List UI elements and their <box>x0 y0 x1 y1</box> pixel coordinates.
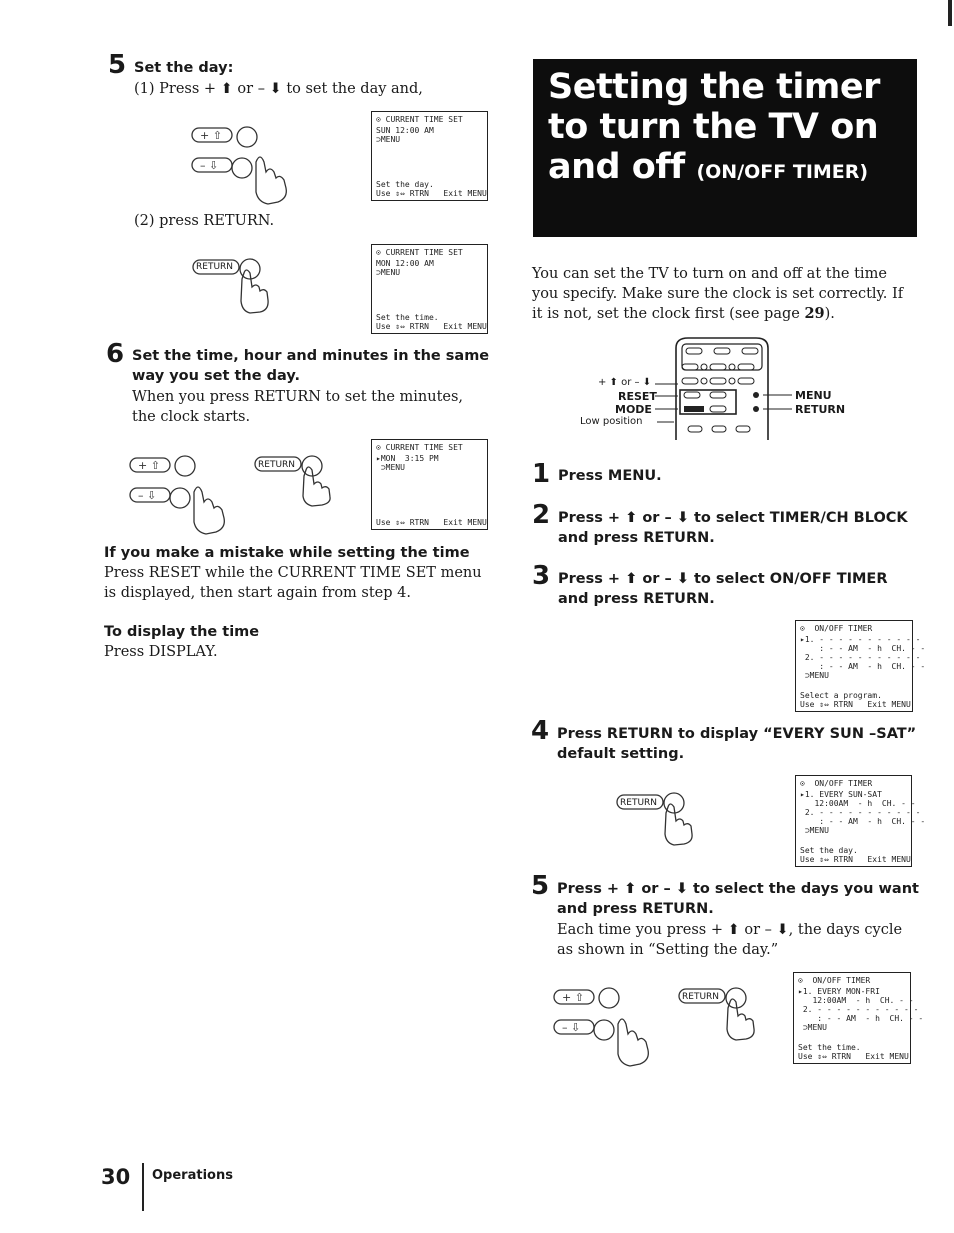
osd-line: ⊃MENU <box>376 135 401 144</box>
right-step-4-text: Press RETURN to display “EVERY SUN –SAT” default setting. <box>557 726 917 762</box>
osd-line: 12:00AM - h CH. - - <box>800 799 916 808</box>
return-button-hand-illustration-2 <box>252 450 342 510</box>
osd-footer: Set the day. Use ⇕⇔ RTRN Exit MENU <box>800 846 911 864</box>
plus-minus-buttons-hand-illustration-2 <box>128 450 248 528</box>
osd-line: 2. - - - - - - - - - - - <box>798 1005 919 1014</box>
mistake-heading: If you make a mistake while setting the time <box>104 545 470 561</box>
return-button-label: RETURN <box>682 992 720 1002</box>
footer-section-name: Operations <box>152 1168 233 1183</box>
footer-divider <box>142 1163 144 1211</box>
osd-line: ⊃MENU <box>798 1023 827 1032</box>
remote-label-plus-minus: + ⬆ or – ⬇ <box>598 377 652 388</box>
osd-current-time-set-running <box>371 439 488 530</box>
return-button-label: RETURN <box>258 460 296 470</box>
osd-on-off-timer-every-mon-fri <box>793 972 924 1064</box>
osd-line: 2. - - - - - - - - - - - <box>800 808 921 817</box>
right-step-2-number: 2 <box>532 500 551 530</box>
osd-line: : - - AM - h CH. - - <box>800 817 926 826</box>
step-5-substep-1: (1) Press + ⬆ or – ⬇ to set the day and, <box>134 81 423 97</box>
plus-minus-buttons-hand-illustration-3 <box>552 982 672 1060</box>
osd-title: ⊙ CURRENT TIME SET <box>376 248 463 257</box>
display-time-body: Press DISPLAY. <box>104 644 218 660</box>
step-5-substep-2: (2) press RETURN. <box>134 213 275 229</box>
right-step-5-number: 5 <box>531 871 550 901</box>
osd-footer: Set the time. Use ⇕⇔ RTRN Exit MENU <box>798 1043 909 1061</box>
remote-label-menu: MENU <box>795 389 832 402</box>
osd-line: ▸1. EVERY SUN-SAT <box>800 790 882 799</box>
osd-title: ⊙ CURRENT TIME SET <box>376 115 463 124</box>
svg-text:– ⇩: – ⇩ <box>200 159 219 172</box>
osd-line: 12:00AM - h CH. - - <box>798 996 914 1005</box>
osd-line: ▸MON 3:15 PM <box>376 454 439 463</box>
osd-on-off-timer-every-sun-sat <box>795 775 926 867</box>
osd-current-time-set-day <box>371 111 488 201</box>
osd-line: ⊃MENU <box>376 463 405 472</box>
svg-text:– ⇩: – ⇩ <box>562 1021 581 1034</box>
right-step-2-text: Press + ⬆ or – ⬇ to select TIMER/CH BLOCK and press RETURN. <box>558 510 908 546</box>
display-time-heading: To display the time <box>104 624 260 640</box>
osd-line: : - - AM - h CH. - - <box>800 644 926 653</box>
svg-text:+ ⇧: + ⇧ <box>562 991 584 1004</box>
page-title: Setting the timer to turn the TV on and off (ON/OFF TIMER) <box>548 67 880 187</box>
osd-line: : - - AM - h CH. - - <box>798 1014 924 1023</box>
osd-line: ▸1. - - - - - - - - - - - <box>800 635 921 644</box>
osd-footer: Select a program. Use ⇕⇔ RTRN Exit MENU <box>800 691 911 709</box>
osd-title: ⊙ ON/OFF TIMER <box>800 624 873 633</box>
page-subtitle: (ON/OFF TIMER) <box>696 161 869 183</box>
return-button-label: RETURN <box>196 262 234 272</box>
osd-footer: Set the time. Use ⇕⇔ RTRN Exit MENU <box>376 313 487 331</box>
mistake-body: Press RESET while the CURRENT TIME SET menu is displayed, then start again from step 4. <box>104 565 482 601</box>
osd-footer: Use ⇕⇔ RTRN Exit MENU <box>376 518 487 527</box>
page-number: 30 <box>101 1165 131 1189</box>
remote-label-return: RETURN <box>795 403 846 416</box>
osd-line: ⊃MENU <box>800 826 829 835</box>
right-step-5-body: Each time you press + ⬆ or – ⬇, the days cycle as shown in “Setting the day.” <box>557 922 903 958</box>
step-5-heading: Set the day: <box>134 60 234 76</box>
step-6-heading: Set the time, hour and minutes in the same way you set the day. <box>132 348 490 384</box>
remote-label-reset: RESET <box>618 390 657 403</box>
osd-title: ⊙ ON/OFF TIMER <box>800 779 873 788</box>
page-edge-mark <box>948 0 952 26</box>
step-6-body: When you press RETURN to set the minutes, the clock starts. <box>132 389 464 425</box>
right-step-1-text: Press MENU. <box>558 468 662 484</box>
plus-minus-buttons-hand-illustration <box>190 118 310 196</box>
svg-text:+ ⇧: + ⇧ <box>138 459 160 472</box>
osd-line: : - - AM - h CH. - - <box>800 662 926 671</box>
osd-line: ⊃MENU <box>376 268 401 277</box>
title-banner <box>533 59 917 237</box>
right-step-5-text: Press + ⬆ or – ⬇ to select the days you want and press RETURN. <box>557 881 919 917</box>
osd-title: ⊙ ON/OFF TIMER <box>798 976 871 985</box>
right-step-3-text: Press + ⬆ or – ⬇ to select ON/OFF TIMER and press RETURN. <box>558 571 888 607</box>
return-button-label: RETURN <box>620 798 658 808</box>
svg-text:– ⇩: – ⇩ <box>138 489 157 502</box>
right-step-1-number: 1 <box>532 459 551 489</box>
intro-paragraph: You can set the TV to turn on and off at the time you specify. Make sure the clock is set correctly. If it is not, set the clock first (see page 29). <box>532 266 904 322</box>
osd-line: SUN 12:00 AM <box>376 126 434 135</box>
right-step-3-number: 3 <box>532 561 551 591</box>
intro-page-ref: 29 <box>804 305 825 322</box>
osd-current-time-set-time <box>371 244 488 334</box>
osd-line: MON 12:00 AM <box>376 259 434 268</box>
osd-line: ⊃MENU <box>800 671 829 680</box>
osd-line: 2. - - - - - - - - - - - <box>800 653 921 662</box>
osd-footer: Set the day. Use ⇕⇔ RTRN Exit MENU <box>376 180 487 198</box>
step-6-number: 6 <box>106 339 125 369</box>
remote-label-mode: MODE <box>615 403 652 416</box>
remote-label-low-position: Low position <box>580 416 643 427</box>
step-5-number: 5 <box>108 50 127 80</box>
svg-text:+ ⇧: + ⇧ <box>200 129 222 142</box>
osd-line: ▸1. EVERY MON-FRI <box>798 987 880 996</box>
osd-title: ⊙ CURRENT TIME SET <box>376 443 463 452</box>
right-step-4-number: 4 <box>531 716 550 746</box>
osd-on-off-timer-select <box>795 620 926 712</box>
